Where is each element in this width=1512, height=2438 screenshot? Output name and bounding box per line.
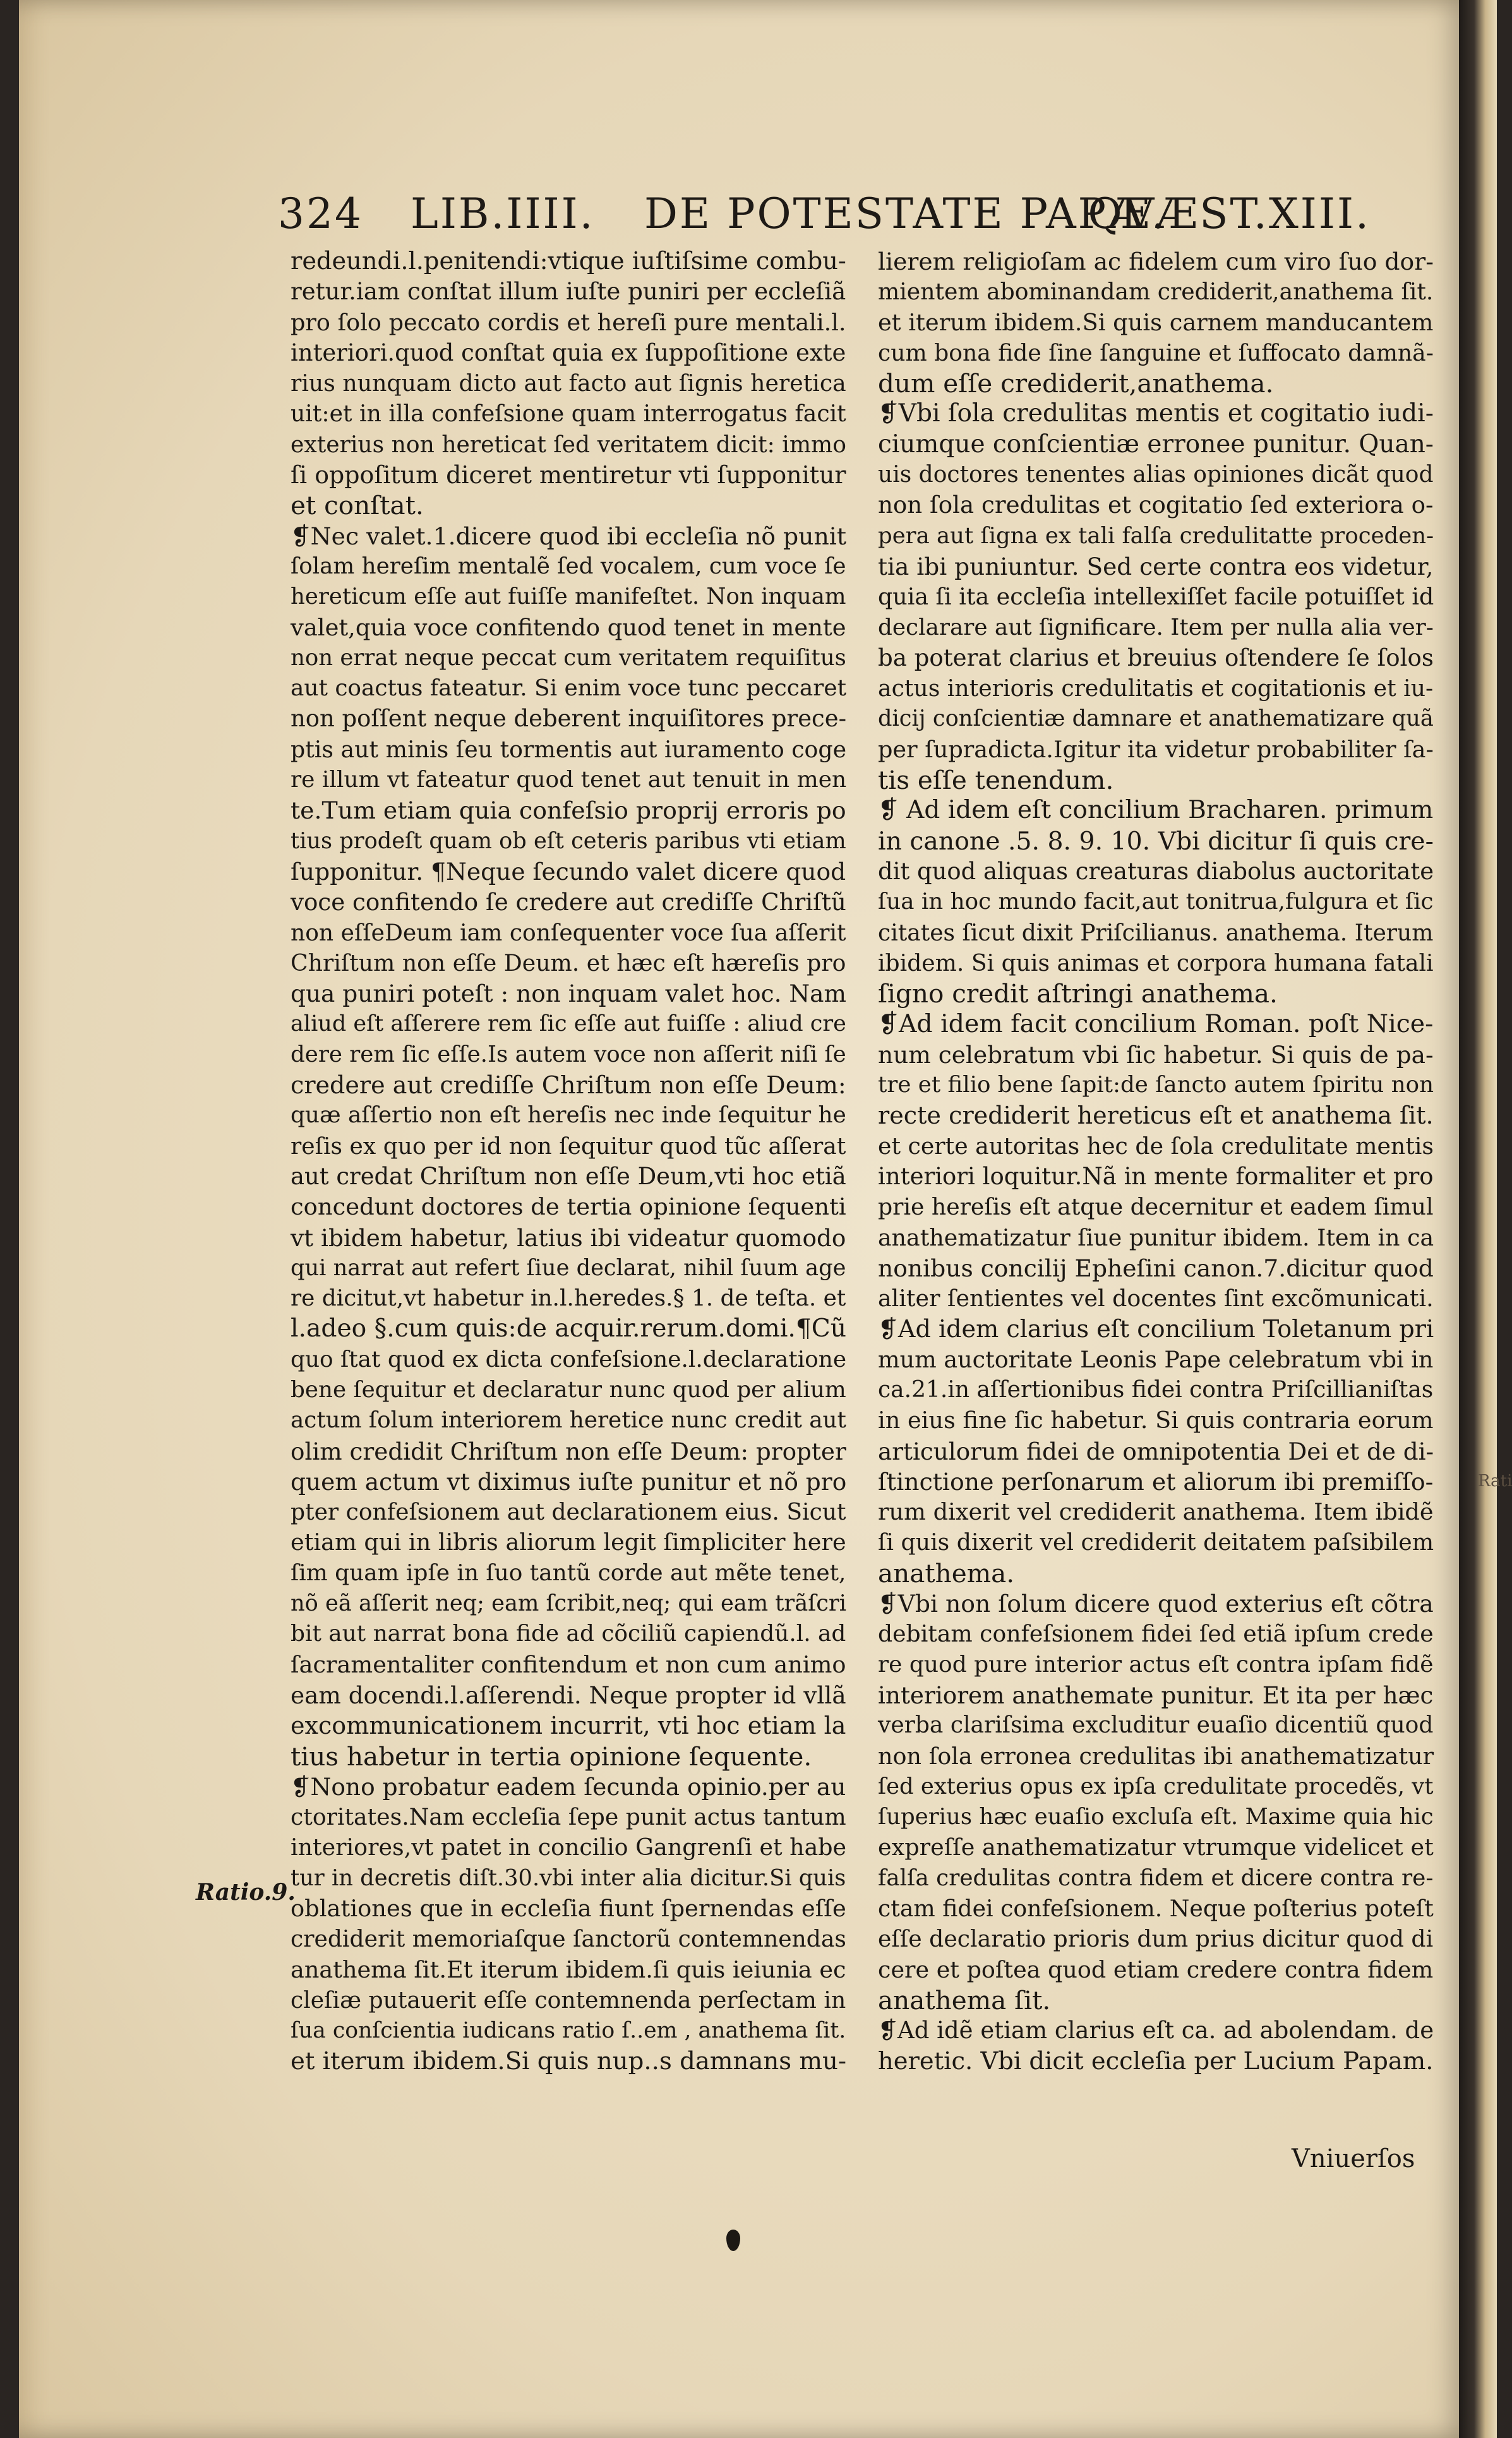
- text-line: redeundi.l.penitendi:vtique iuſtiſsime combu-: [291, 247, 846, 275]
- text-line: dit quod aliquas creaturas diabolus auctoritate: [878, 857, 1434, 885]
- text-line: cere et poſtea quod etiam credere contra fidem: [878, 1955, 1434, 1983]
- text-line: nõ eã aſſerit neq; eam ſcribit,neq; qui eam trãſcri: [291, 1590, 846, 1617]
- text-line: exterius non hereticat ſed veritatem dicit: immo: [291, 430, 846, 458]
- text-line: cleſiæ putauerit eſſe contemnenda perſectam in: [291, 1986, 846, 2014]
- text-line: heretic. Vbi dicit eccleſia per Lucium Papam.: [878, 2046, 1434, 2075]
- text-line: ſua in hoc mundo facit,aut tonitrua,fulgura et ſic: [878, 889, 1434, 915]
- text-line: voce confitendo ſe credere aut crediſſe Chriſtũ: [291, 888, 846, 916]
- text-line: quem actum vt diximus iuſte punitur et nõ pro: [291, 1467, 847, 1496]
- text-line: rum dixerit vel crediderit anathema. Item ibidẽ: [878, 1498, 1434, 1526]
- text-line: non ſola erronea credulitas ibi anathematizatur: [878, 1742, 1434, 1770]
- text-line: qui narrat aut refert ſiue declarat, nihil ſuum age: [291, 1254, 846, 1281]
- catchword: Vniuerſos: [1292, 2144, 1415, 2173]
- bleed-through-note: Rati: [1478, 1472, 1512, 1491]
- text-line: cum bona fide ſine ſanguine et ſuffocato damnã-: [878, 339, 1434, 366]
- book-number: LIB.IIII.: [411, 189, 595, 238]
- text-line: bene ſequitur et declaratur nunc quod per alium: [291, 1376, 846, 1403]
- text-line: ſtinctione perſonarum et aliorum ibi premiſſo-: [878, 1467, 1434, 1496]
- text-line: anathema ſit.Et iterum ibidem.ſi quis ieiunia ec: [291, 1955, 846, 1983]
- text-line: aut coactus fateatur. Si enim voce tunc peccaret: [291, 675, 847, 702]
- text-line: ctoritates.Nam eccleſia ſepe punit actus tantum: [291, 1803, 846, 1831]
- left-text-column: [291, 246, 846, 2077]
- text-line: rius nunquam dicto aut facto aut ſignis heretica: [291, 369, 846, 397]
- text-line: non errat neque peccat cum veritatem requiſitus: [291, 644, 846, 671]
- text-line: nonibus concilij Epheſini canon.7.dicitur quod: [878, 1254, 1434, 1282]
- text-line: ❡Nono probatur eadem ſecunda opinio.per au: [291, 1772, 846, 1801]
- text-line: retur.iam conſtat illum iuſte puniri per eccleſiã: [291, 278, 846, 306]
- text-line: et certe autoritas hec de ſola credulitate mentis: [878, 1132, 1434, 1160]
- adjacent-page-edge: [1459, 0, 1497, 2438]
- text-line: ſua conſcientia iudicans ratio ſ..em , anathema ſit.: [291, 2018, 846, 2044]
- text-line: mum auctoritate Leonis Pape celebratum vbi in: [878, 1345, 1434, 1373]
- text-line: et iterum ibidem.Si quis nup..s damnans mu-: [291, 2046, 846, 2075]
- text-line: tius habetur in tertia opinione ſequente.: [291, 1741, 812, 1772]
- text-line: dicij conſcientiæ damnare et anathematizare quã: [878, 706, 1434, 732]
- page-number: 324: [278, 189, 363, 238]
- text-line: declarare aut ſignificare. Item per nulla alia ver-: [878, 614, 1434, 640]
- text-line: tur in decretis diſt.30.vbi inter alia dicitur.Si quis: [291, 1865, 846, 1891]
- text-line: num celebratum vbi ſic habetur. Si quis de pa-: [878, 1040, 1434, 1069]
- text-line: pro ſolo peccato cordis et hereſi pure mentali.l.: [291, 308, 846, 336]
- text-line: quo ſtat quod ex dicta confeſsione.l.declaratione: [291, 1346, 847, 1372]
- text-line: non ſola credulitas et cogitatio ſed exteriora o-: [878, 491, 1434, 519]
- text-line: olim credidit Chriſtum non eſſe Deum: propter: [291, 1437, 846, 1465]
- text-line: uis doctores tenentes alias opiniones dicãt quod: [878, 462, 1434, 488]
- text-line: et iterum ibidem.Si quis carnem manducantem: [878, 308, 1434, 336]
- text-line: citates ſicut dixit Priſcilianus. anathema. Iterum: [878, 919, 1434, 946]
- text-line: Chriſtum non eſſe Deum. et hæc eſt hæreſis pro: [291, 949, 846, 976]
- text-line: non poſſent neque deberent inquiſitores prece-: [291, 705, 847, 733]
- text-line: actum ſolum interiorem heretice nunc credit aut: [291, 1407, 846, 1434]
- text-line: re quod pure interior actus eſt contra ipſam fidẽ: [878, 1651, 1434, 1678]
- text-line: in canone .5. 8. 9. 10. Vbi dicitur ſi quis cre-: [878, 826, 1434, 856]
- text-line: dere rem ſic eſſe.Is autem voce non aſſerit niſi ſe: [291, 1041, 846, 1067]
- text-line: ❡Vbi non ſolum dicere quod exterius eſt cõtra: [878, 1590, 1434, 1618]
- text-line: eam docendi.l.aſſerendi. Neque propter id vllã: [291, 1681, 846, 1709]
- text-line: re dicitut,vt habetur in.l.heredes.§ 1. de teſta. et: [291, 1285, 846, 1312]
- text-line: pera aut ſigna ex tali falſa credulitatte proceden-: [878, 522, 1434, 549]
- text-line: reſis ex quo per id non ſequitur quod tũc aſſerat: [291, 1132, 846, 1160]
- text-line: verba clariſsima excluditur euaſio dicentiũ quod: [878, 1712, 1434, 1739]
- text-line: non eſſeDeum iam conſequenter voce ſua aſſerit: [291, 919, 846, 946]
- quaestio-number: QVÆST.XIII.: [1088, 189, 1371, 238]
- text-line: et conſtat.: [291, 490, 424, 521]
- text-line: ſuperius hæc euaſio excluſa eſt. Maxime quia hic: [878, 1804, 1434, 1830]
- margin-note: Ratio.9.: [196, 1879, 296, 1906]
- text-line: lierem religioſam ac fidelem cum viro ſuo dor-: [878, 248, 1434, 275]
- text-line: interiores,vt patet in concilio Gangrenſi et habe: [291, 1834, 847, 1861]
- text-line: ibidem. Si quis animas et corpora humana fatali: [878, 949, 1434, 976]
- text-line: ſupponitur. ¶Neque ſecundo valet dicere quod: [291, 857, 846, 886]
- text-line: per ſupradicta.Igitur ita videtur probabiliter ſa-: [878, 735, 1434, 763]
- text-line: eſſe declaratio prioris dum prius dicitur quod di: [878, 1925, 1434, 1953]
- text-line: ❡Ad idem clarius eſt concilium Toletanum pri: [878, 1315, 1434, 1343]
- text-line: te.Tum etiam quia confeſsio proprij erroris po: [291, 796, 846, 825]
- text-line: ❡Ad idẽ etiam clarius eſt ca. ad abolendam. de: [878, 2017, 1434, 2045]
- text-line: ptis aut minis ſeu tormentis aut iuramento coge: [291, 735, 847, 763]
- text-line: quia ſi ita eccleſia intellexiſſet facile potuiſſet id: [878, 583, 1434, 611]
- text-line: tia ibi puniuntur. Sed certe contra eos videtur,: [878, 552, 1434, 580]
- text-line: falſa credulitas contra fidem et dicere contra re-: [878, 1865, 1434, 1891]
- text-line: vt ibidem habetur, latius ibi videatur quomodo: [291, 1223, 846, 1252]
- text-line: l.adeo §.cum quis:de acquir.rerum.domi.¶Cũ: [291, 1314, 846, 1343]
- text-line: ſolam hereſim mentalẽ ſed vocalem, cum voce ſe: [291, 553, 846, 579]
- text-line: ca.21.in aſſertionibus fidei contra Priſcillianiſtas: [878, 1376, 1434, 1403]
- text-line: ſed exterius opus ex ipſa credulitate procedẽs, vt: [878, 1773, 1434, 1799]
- text-line: ſacramentaliter confitendum et non cum animo: [291, 1650, 846, 1678]
- text-line: ſigno credit aſtringi anathema.: [878, 978, 1278, 1009]
- text-line: ciumque conſcientiæ erronee punitur. Quan-: [878, 429, 1434, 459]
- text-line: aliter ſentientes vel docentes ſint excõmunicati.: [878, 1285, 1434, 1312]
- text-line: crediderit memoriaſque ſanctorũ contemnendas: [291, 1925, 846, 1953]
- text-line: concedunt doctores de tertia opinione ſequenti: [291, 1193, 846, 1221]
- text-line: anathema.: [878, 1558, 1015, 1588]
- right-text-column: [878, 246, 1434, 2077]
- text-line: aut credat Chriſtum non eſſe Deum,vti hoc etiã: [291, 1162, 846, 1190]
- text-line: interiorem anathemate punitur. Et ita per hæc: [878, 1681, 1434, 1709]
- text-line: actus interioris credulitatis et cogitationis et iu-: [878, 675, 1434, 702]
- text-line: ❡Ad idem facit concilium Roman. poſt Nice-: [878, 1009, 1434, 1039]
- running-header: [278, 189, 1371, 240]
- text-line: etiam qui in libris aliorum legit ſimpliciter here: [291, 1528, 846, 1556]
- text-line: articulorum fidei de omnipotentia Dei et de di-: [878, 1437, 1434, 1465]
- text-line: aliud eſt aſſerere rem ſic eſſe aut fuiſſe : aliud cre: [291, 1011, 846, 1037]
- text-line: hereticum eſſe aut fuiſſe manifeſtet. Non inquam: [291, 584, 846, 610]
- text-line: oblationes que in eccleſia fiunt ſpernendas eſſe: [291, 1895, 846, 1923]
- text-line: ❡Vbi ſola credulitas mentis et cogitatio iudi-: [878, 399, 1434, 428]
- text-line: ❡Nec valet.1.dicere quod ibi eccleſia nõ punit: [291, 522, 847, 550]
- text-line: mientem abominandam crediderit,anathema ſit.: [878, 278, 1434, 306]
- text-line: qua puniri poteſt : non inquam valet hoc. Nam: [291, 980, 846, 1008]
- text-line: dum eſſe crediderit,anathema.: [878, 368, 1274, 399]
- text-line: ba poterat clarius et breuius oſtendere ſe ſolos: [878, 644, 1434, 671]
- text-line: ſi quis dixerit vel crediderit deitatem paſsibilem: [878, 1528, 1434, 1556]
- text-line: excommunicationem incurrit, vti hoc etiam la: [291, 1712, 846, 1740]
- text-line: ❡ Ad idem eſt concilium Bracharen. primum: [878, 796, 1434, 825]
- text-line: tis eſſe tenendum.: [878, 765, 1114, 796]
- text-line: tre et filio bene ſapit:de ſancto autem ſpiritu non: [878, 1072, 1434, 1098]
- text-line: quæ aſſertio non eſt hereſis nec inde ſequitur he: [291, 1102, 846, 1129]
- text-line: re illum vt fateatur quod tenet aut tenuit in men: [291, 767, 847, 793]
- text-line: credere aut crediſſe Chriſtum non eſſe Deum:: [291, 1071, 846, 1100]
- text-line: expreſſe anathematizatur vtrumque videlicet et: [878, 1834, 1434, 1861]
- text-line: recte crediderit hereticus eſt et anathema ſit.: [878, 1102, 1434, 1130]
- text-line: pter confeſsionem aut declarationem eius. Sicut: [291, 1499, 846, 1526]
- text-line: ctam fidei confeſsionem. Neque poſterius poteſt: [878, 1895, 1434, 1923]
- text-line: bit aut narrat bona fide ad cõciliũ capiendũ.l. ad: [291, 1621, 846, 1647]
- text-line: anathema ſit.: [878, 1985, 1051, 2015]
- text-line: uit:et in illa confeſsione quam interrogatus facit: [291, 400, 846, 428]
- text-line: interiori.quod conſtat quia ex ſuppoſitione exte: [291, 339, 846, 366]
- text-line: prie hereſis eſt atque decernitur et eadem ſimul: [878, 1193, 1434, 1221]
- text-line: in eius fine ſic habetur. Si quis contraria eorum: [878, 1407, 1434, 1434]
- text-line: anathematizatur ſiue punitur ibidem. Item in ca: [878, 1223, 1434, 1251]
- running-title: DE POTESTATE PAPÆ.: [644, 189, 1167, 238]
- text-line: ſim quam ipſe in ſuo tantũ corde aut mẽte tenet,: [291, 1559, 846, 1586]
- text-line: interiori loquitur.Nã in mente formaliter et pro: [878, 1162, 1434, 1190]
- text-line: ſi oppoſitum diceret mentiretur vti ſupponitur: [291, 461, 846, 489]
- text-line: tius prodeſt quam ob eſt ceteris paribus vti etiam: [291, 827, 846, 854]
- text-line: valet,quia voce confitendo quod tenet in mente: [291, 613, 846, 641]
- text-line: debitam confeſsionem fidei ſed etiã ipſum crede: [878, 1620, 1434, 1648]
